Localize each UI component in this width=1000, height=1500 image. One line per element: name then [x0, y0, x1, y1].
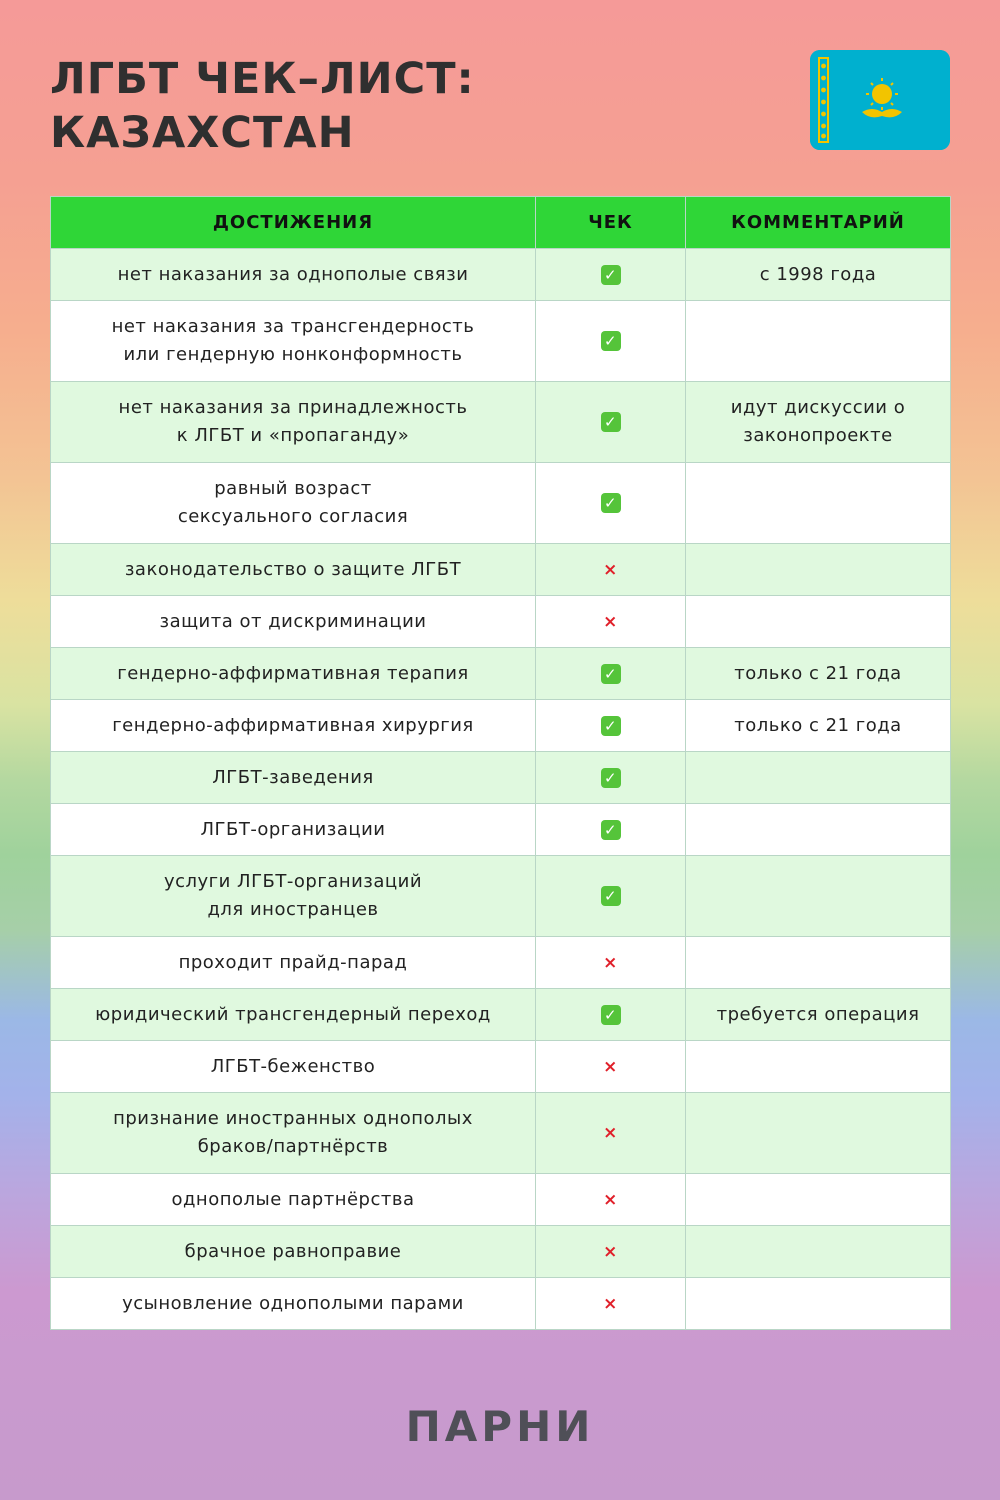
achievement-text: или гендерную нонконформность	[123, 344, 463, 365]
achievement-text: к ЛГБТ и «пропаганду»	[176, 425, 410, 446]
check-cell	[536, 648, 686, 700]
check-cell	[536, 700, 686, 752]
check-cell	[536, 937, 686, 989]
achievement-text: сексуального согласия	[177, 506, 409, 527]
achievement-text: законодательство о защите ЛГБТ	[124, 558, 462, 580]
comment-cell	[686, 1093, 951, 1174]
achievement-cell	[51, 804, 536, 856]
comment-cell	[686, 382, 951, 463]
table-row	[51, 382, 951, 463]
table-row	[51, 596, 951, 648]
achievement-text: брачное равноправие	[184, 1240, 402, 1262]
check-mark-icon: ✓	[601, 820, 621, 840]
comment-cell	[686, 804, 951, 856]
achievement-text: равный возраст	[214, 478, 372, 499]
achievement-cell	[51, 1093, 536, 1174]
check-cell	[536, 989, 686, 1041]
achievement-cell	[51, 249, 536, 301]
check-mark-icon: ✓	[601, 768, 621, 788]
kazakhstan-flag-icon	[810, 50, 950, 150]
checklist-table	[50, 196, 951, 1330]
check-mark-icon: ✓	[601, 412, 621, 432]
header-achievements: ДОСТИЖЕНИЯ	[51, 197, 536, 249]
achievement-text: услуги ЛГБТ-организаций	[163, 871, 423, 892]
achievement-text: гендерно-аффирмативная хирургия	[112, 714, 474, 736]
achievement-cell	[51, 856, 536, 937]
achievement-text: нет наказания за однополые связи	[117, 263, 469, 285]
comment-text: с 1998 года	[759, 263, 877, 285]
cross-mark-icon: ×	[603, 1189, 618, 1210]
achievement-cell	[51, 648, 536, 700]
table-row	[51, 856, 951, 937]
table-row	[51, 463, 951, 544]
comment-cell	[686, 1226, 951, 1278]
title-line-1: ЛГБТ ЧЕК–ЛИСТ:	[50, 54, 475, 104]
comment-cell	[686, 937, 951, 989]
achievement-cell	[51, 1278, 536, 1330]
table-row	[51, 937, 951, 989]
check-cell	[536, 804, 686, 856]
achievement-text: ЛГБТ-организации	[200, 818, 386, 840]
table-row	[51, 544, 951, 596]
check-cell	[536, 1041, 686, 1093]
cross-mark-icon: ×	[603, 1056, 618, 1077]
comment-cell	[686, 301, 951, 382]
cross-mark-icon: ×	[603, 559, 618, 580]
check-mark-icon: ✓	[601, 331, 621, 351]
table-row	[51, 1041, 951, 1093]
achievement-cell	[51, 937, 536, 989]
page-title	[50, 52, 475, 160]
achievement-cell	[51, 1226, 536, 1278]
check-mark-icon: ✓	[601, 265, 621, 285]
cross-mark-icon: ×	[603, 952, 618, 973]
check-cell	[536, 856, 686, 937]
comment-cell	[686, 1174, 951, 1226]
comment-cell	[686, 596, 951, 648]
comment-cell	[686, 249, 951, 301]
check-mark-icon: ✓	[601, 886, 621, 906]
comment-text: идут дискуссии о	[730, 397, 906, 418]
achievement-text: браков/партнёрств	[197, 1136, 389, 1157]
achievement-text: признание иностранных однополых	[113, 1108, 473, 1129]
check-cell	[536, 249, 686, 301]
achievement-cell	[51, 1041, 536, 1093]
cross-mark-icon: ×	[603, 611, 618, 632]
achievement-cell	[51, 752, 536, 804]
achievement-cell	[51, 989, 536, 1041]
achievement-text: проходит прайд-парад	[178, 951, 408, 973]
achievement-cell	[51, 463, 536, 544]
check-cell	[536, 1226, 686, 1278]
achievement-text: юридический трансгендерный переход	[95, 1003, 491, 1025]
comment-cell	[686, 989, 951, 1041]
achievement-text: ЛГБТ-беженство	[210, 1055, 376, 1077]
achievement-cell	[51, 596, 536, 648]
table-row	[51, 752, 951, 804]
comment-cell	[686, 856, 951, 937]
parni-logo: ПАРНИ	[405, 1402, 595, 1451]
table-row	[51, 1226, 951, 1278]
comment-cell	[686, 1278, 951, 1330]
achievement-text: однополые партнёрства	[171, 1188, 415, 1210]
check-cell	[536, 1174, 686, 1226]
check-cell	[536, 382, 686, 463]
table-row	[51, 301, 951, 382]
achievement-text: нет наказания за трансгендерность	[111, 316, 475, 337]
table-row	[51, 700, 951, 752]
cross-mark-icon: ×	[603, 1293, 618, 1314]
achievement-cell	[51, 382, 536, 463]
check-cell	[536, 596, 686, 648]
table-row	[51, 648, 951, 700]
check-mark-icon: ✓	[601, 493, 621, 513]
table-header-row	[51, 197, 951, 249]
achievement-cell	[51, 700, 536, 752]
achievement-cell	[51, 1174, 536, 1226]
comment-cell	[686, 544, 951, 596]
achievement-text: усыновление однополыми парами	[122, 1292, 464, 1314]
comment-text: законопроекте	[743, 425, 893, 446]
table-row	[51, 1174, 951, 1226]
comment-cell	[686, 463, 951, 544]
achievement-text: нет наказания за принадлежность	[118, 397, 468, 418]
comment-cell	[686, 700, 951, 752]
comment-text: требуется операция	[716, 1003, 920, 1025]
header-check: ЧЕК	[536, 197, 686, 249]
table-row	[51, 1093, 951, 1174]
table-row	[51, 804, 951, 856]
comment-cell	[686, 752, 951, 804]
title-line-2: КАЗАХСТАН	[50, 108, 355, 158]
check-mark-icon: ✓	[601, 1005, 621, 1025]
check-cell	[536, 544, 686, 596]
check-cell	[536, 1278, 686, 1330]
comment-text: только с 21 года	[734, 714, 902, 736]
achievement-text: ЛГБТ-заведения	[212, 766, 374, 788]
achievement-text: для иностранцев	[207, 899, 379, 920]
achievement-cell	[51, 544, 536, 596]
check-cell	[536, 301, 686, 382]
achievement-cell	[51, 301, 536, 382]
comment-cell	[686, 1041, 951, 1093]
table-row	[51, 989, 951, 1041]
check-mark-icon: ✓	[601, 716, 621, 736]
comment-text: только с 21 года	[734, 662, 902, 684]
achievement-text: гендерно-аффирмативная терапия	[117, 662, 469, 684]
table-row	[51, 1278, 951, 1330]
check-cell	[536, 463, 686, 544]
check-cell	[536, 1093, 686, 1174]
achievement-text: защита от дискриминации	[159, 610, 427, 632]
cross-mark-icon: ×	[603, 1123, 618, 1143]
header-comment: КОММЕНТАРИЙ	[686, 197, 951, 249]
cross-mark-icon: ×	[603, 1241, 618, 1262]
table-row	[51, 249, 951, 301]
check-cell	[536, 752, 686, 804]
comment-cell	[686, 648, 951, 700]
check-mark-icon: ✓	[601, 664, 621, 684]
